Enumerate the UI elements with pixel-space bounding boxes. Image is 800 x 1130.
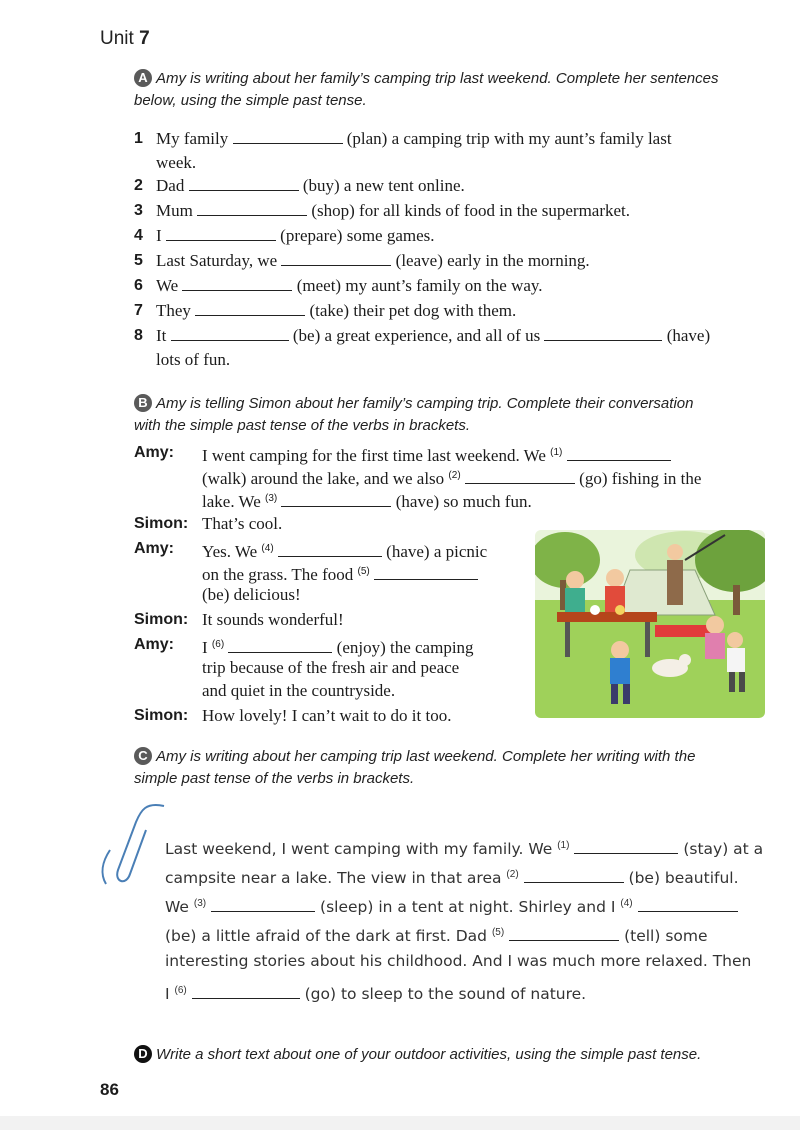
item-text: Dad — [156, 176, 185, 195]
item-number: 5 — [134, 252, 143, 269]
ref-number: (3) — [193, 898, 207, 909]
dialogue-line: and quiet in the countryside. — [202, 681, 396, 700]
unit-label: Unit — [100, 28, 134, 49]
dialogue-line: (be) delicious! — [202, 585, 301, 604]
item-text: week. — [156, 153, 197, 172]
dialogue-line: trip because of the fresh air and peace — [202, 658, 460, 677]
item-number: 4 — [134, 227, 143, 244]
item-number: 8 — [134, 327, 143, 344]
item-text: (take) their pet dog with them. — [309, 301, 517, 320]
item-number: 6 — [134, 277, 143, 294]
answer-blank[interactable] — [228, 638, 332, 653]
answer-blank[interactable] — [197, 201, 307, 216]
writing-text: (go) to sleep to the sound of nature. — [304, 985, 587, 1003]
ref-number: (5) — [491, 927, 505, 938]
picnic-scene-image — [535, 530, 765, 718]
answer-blank[interactable] — [374, 565, 478, 580]
item-number: 3 — [134, 202, 143, 219]
answer-blank[interactable] — [544, 326, 662, 341]
item-number: 1 — [134, 130, 143, 147]
dialogue-text: I went camping for the first time last weekend. We — [202, 446, 546, 465]
ref-number: (3) — [265, 493, 278, 504]
answer-blank[interactable] — [171, 326, 289, 341]
answer-blank[interactable] — [509, 926, 619, 941]
ref-number: (1) — [557, 840, 570, 851]
unit-number: 7 — [139, 28, 150, 49]
item-text: I — [156, 226, 162, 245]
section-b-badge: B — [134, 394, 152, 412]
writing-text: (be) a little afraid of the dark at first. Dad — [165, 927, 488, 945]
ref-number: (2) — [448, 470, 461, 481]
ref-number: (2) — [506, 869, 519, 880]
section-c-instruction-line1: Amy is writing about her camping trip last weekend. Complete her writing with the — [156, 748, 696, 765]
answer-blank[interactable] — [278, 542, 382, 557]
ref-number: (5) — [357, 566, 370, 577]
section-c-instruction-line2: simple past tense of the verbs in brackets. — [134, 770, 415, 787]
answer-blank[interactable] — [281, 492, 391, 507]
section-a-instruction — [134, 68, 764, 112]
answer-blank[interactable] — [211, 897, 315, 912]
item-text: It — [156, 326, 167, 345]
writing-text: (sleep) in a tent at night. Shirley and I — [320, 898, 616, 916]
unit-heading — [100, 28, 150, 50]
speaker-simon: Simon: — [134, 611, 189, 628]
dialogue-line: It sounds wonderful! — [202, 610, 344, 629]
answer-blank[interactable] — [567, 446, 671, 461]
writing-text: We — [165, 898, 189, 916]
dialogue-text: on the grass. The food — [202, 565, 354, 584]
writing-line-6 — [165, 976, 765, 1009]
speaker-amy: Amy: — [134, 636, 175, 653]
exercise-item-1 — [134, 127, 754, 175]
item-text: (leave) early in the morning. — [395, 251, 590, 270]
answer-blank[interactable] — [574, 839, 678, 854]
item-text: (meet) my aunt’s family on the way. — [296, 276, 543, 295]
dialogue-text: (walk) around the lake, and we also — [202, 469, 445, 488]
answer-blank[interactable] — [281, 251, 391, 266]
dialogue-text: (enjoy) the camping — [336, 638, 474, 657]
section-b-instruction — [134, 393, 764, 437]
answer-blank[interactable] — [195, 301, 305, 316]
dialogue-text: lake. We — [202, 492, 261, 511]
item-text: We — [156, 276, 179, 295]
writing-text: (tell) some — [624, 927, 708, 945]
writing-text: I — [165, 985, 170, 1003]
item-text: They — [156, 301, 191, 320]
item-text: lots of fun. — [156, 350, 231, 369]
ref-number: (6) — [174, 985, 187, 996]
ref-number: (6) — [211, 639, 225, 650]
answer-blank[interactable] — [182, 276, 292, 291]
section-a-instruction-line1: Amy is writing about her family’s camping trip last weekend. Complete her sentences — [156, 70, 719, 87]
item-text: (plan) a camping trip with my aunt’s family last — [346, 129, 672, 148]
ref-number: (1) — [550, 447, 563, 458]
writing-text: interesting stories about his childhood. And I was much more relaxed. Then — [165, 952, 752, 970]
section-a-badge: A — [134, 69, 152, 87]
section-d-badge: D — [134, 1045, 152, 1063]
answer-blank[interactable] — [524, 868, 624, 883]
dialogue-text: I — [202, 638, 208, 657]
writing-text: Last weekend, I went camping with my family. We — [165, 840, 553, 858]
section-a-instruction-line2: below, using the simple past tense. — [134, 92, 367, 109]
answer-blank[interactable] — [166, 226, 276, 241]
section-c-badge: C — [134, 747, 152, 765]
section-b-instruction-line2: with the simple past tense of the verbs in brackets. — [134, 417, 470, 434]
dialogue-text: Yes. We — [202, 542, 258, 561]
item-text: (shop) for all kinds of food in the supermarket. — [311, 201, 631, 220]
item-number: 7 — [134, 302, 143, 319]
item-text: (have) — [666, 326, 711, 345]
camping-picnic-illustration — [535, 530, 765, 718]
dialogue-text: (go) fishing in the — [579, 469, 702, 488]
item-text: (be) a great experience, and all of us — [292, 326, 541, 345]
dialogue-line: How lovely! I can’t wait to do it too. — [202, 706, 452, 725]
writing-line-5 — [165, 947, 765, 976]
answer-blank[interactable] — [233, 129, 343, 144]
answer-blank[interactable] — [638, 897, 738, 912]
writing-text: campsite near a lake. The view in that area — [165, 869, 502, 887]
speaker-simon: Simon: — [134, 515, 189, 532]
paperclip-icon — [96, 800, 166, 890]
item-text: (prepare) some games. — [280, 226, 435, 245]
ref-number: (4) — [261, 543, 274, 554]
page-footer-strip — [0, 1116, 800, 1130]
page-number: 86 — [100, 1080, 119, 1099]
item-text: Last Saturday, we — [156, 251, 278, 270]
section-c-instruction — [134, 746, 764, 790]
answer-blank[interactable] — [189, 176, 299, 191]
item-text: (buy) a new tent online. — [302, 176, 465, 195]
item-text: Mum — [156, 201, 193, 220]
item-number: 2 — [134, 177, 143, 194]
answer-blank[interactable] — [192, 984, 300, 999]
dialogue-line: That’s cool. — [202, 514, 283, 533]
ref-number: (4) — [620, 898, 633, 909]
speaker-amy: Amy: — [134, 444, 175, 461]
speaker-simon: Simon: — [134, 707, 189, 724]
section-d-instruction — [134, 1044, 764, 1066]
dialogue-text: (have) so much fun. — [395, 492, 532, 511]
item-text: My family — [156, 129, 229, 148]
section-b-instruction-line1: Amy is telling Simon about her family’s camping trip. Complete their conversation — [156, 395, 694, 412]
answer-blank[interactable] — [465, 469, 575, 484]
exercise-item-8 — [134, 324, 754, 372]
writing-text: (stay) at a — [683, 840, 764, 858]
dialogue-line — [202, 487, 532, 513]
speaker-amy: Amy: — [134, 540, 175, 557]
dialogue-text: (have) a picnic — [386, 542, 488, 561]
section-d-instruction-text: Write a short text about one of your outdoor activities, using the simple past tense. — [156, 1046, 702, 1063]
writing-text: (be) beautiful. — [628, 869, 739, 887]
